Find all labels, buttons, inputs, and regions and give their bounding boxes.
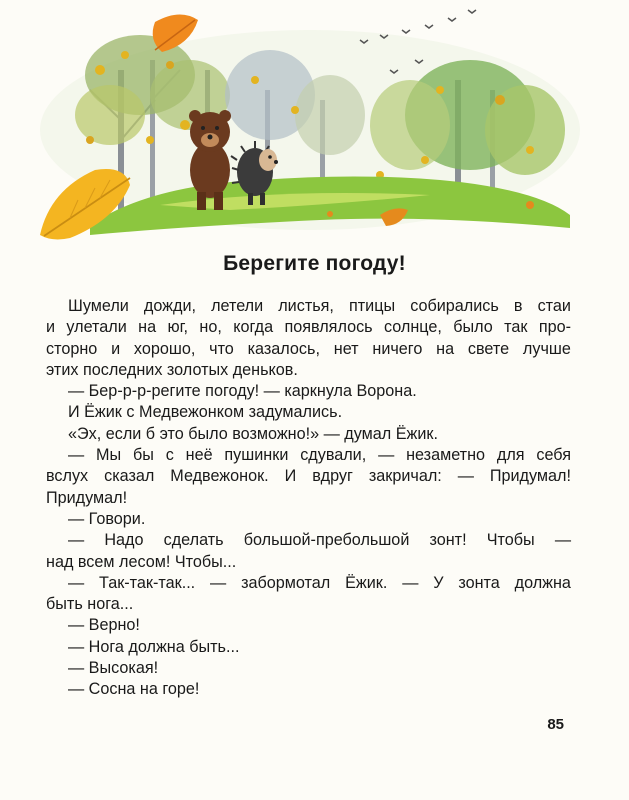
paragraph-line: — Надо сделать большой-пребольшой зонт! Чтобы — — [68, 531, 571, 550]
paragraph-line: сторно и хорошо, что казалось, нет ничего на свете лучше — [46, 339, 571, 358]
paragraph-line: — Сосна на горе! — [68, 680, 200, 699]
paragraph-line: — Высокая! — [68, 659, 159, 678]
paragraph-line: — Верно! — [68, 616, 140, 635]
paragraph-line: — Бер-р-р-регите погоду! — каркнула Ворона. — [68, 382, 417, 401]
autumn-forest-illustration — [30, 0, 590, 245]
paragraph-line: Придумал! — [46, 488, 128, 507]
paragraph-line: — Мы бы с неё пушинки сдували, — незаметно для себя — [68, 446, 571, 465]
paragraph-line: этих последних золотых деньков. — [46, 360, 298, 379]
story-title: Берегите погоду! — [223, 252, 406, 275]
paragraph-line: — Нога должна быть... — [68, 637, 240, 656]
paragraph-line: — Так-так-так... — забормотал Ёжик. — У зонта должна — [68, 573, 571, 592]
paragraph-line: над всем лесом! Чтобы... — [46, 552, 237, 571]
paragraph-line: «Эх, если б это было возможно!» — думал Ёжик. — [68, 424, 438, 443]
page-number: 85 — [547, 716, 564, 733]
paragraph-line: вслух сказал Медвежонок. И вдруг закричал: — Придумал! — [46, 467, 571, 486]
paragraph-line: и улетали на юг, но, когда появлялось солнце, было так про- — [46, 318, 571, 337]
paragraph-line: — Говори. — [68, 509, 146, 528]
paragraph-line: Шумели дожди, летели листья, птицы собирались в стаи — [68, 297, 571, 315]
paragraph-line: быть нога... — [46, 595, 134, 614]
story-text — [46, 296, 571, 701]
paragraph-line: И Ёжик с Медвежонком задумались. — [68, 403, 343, 422]
